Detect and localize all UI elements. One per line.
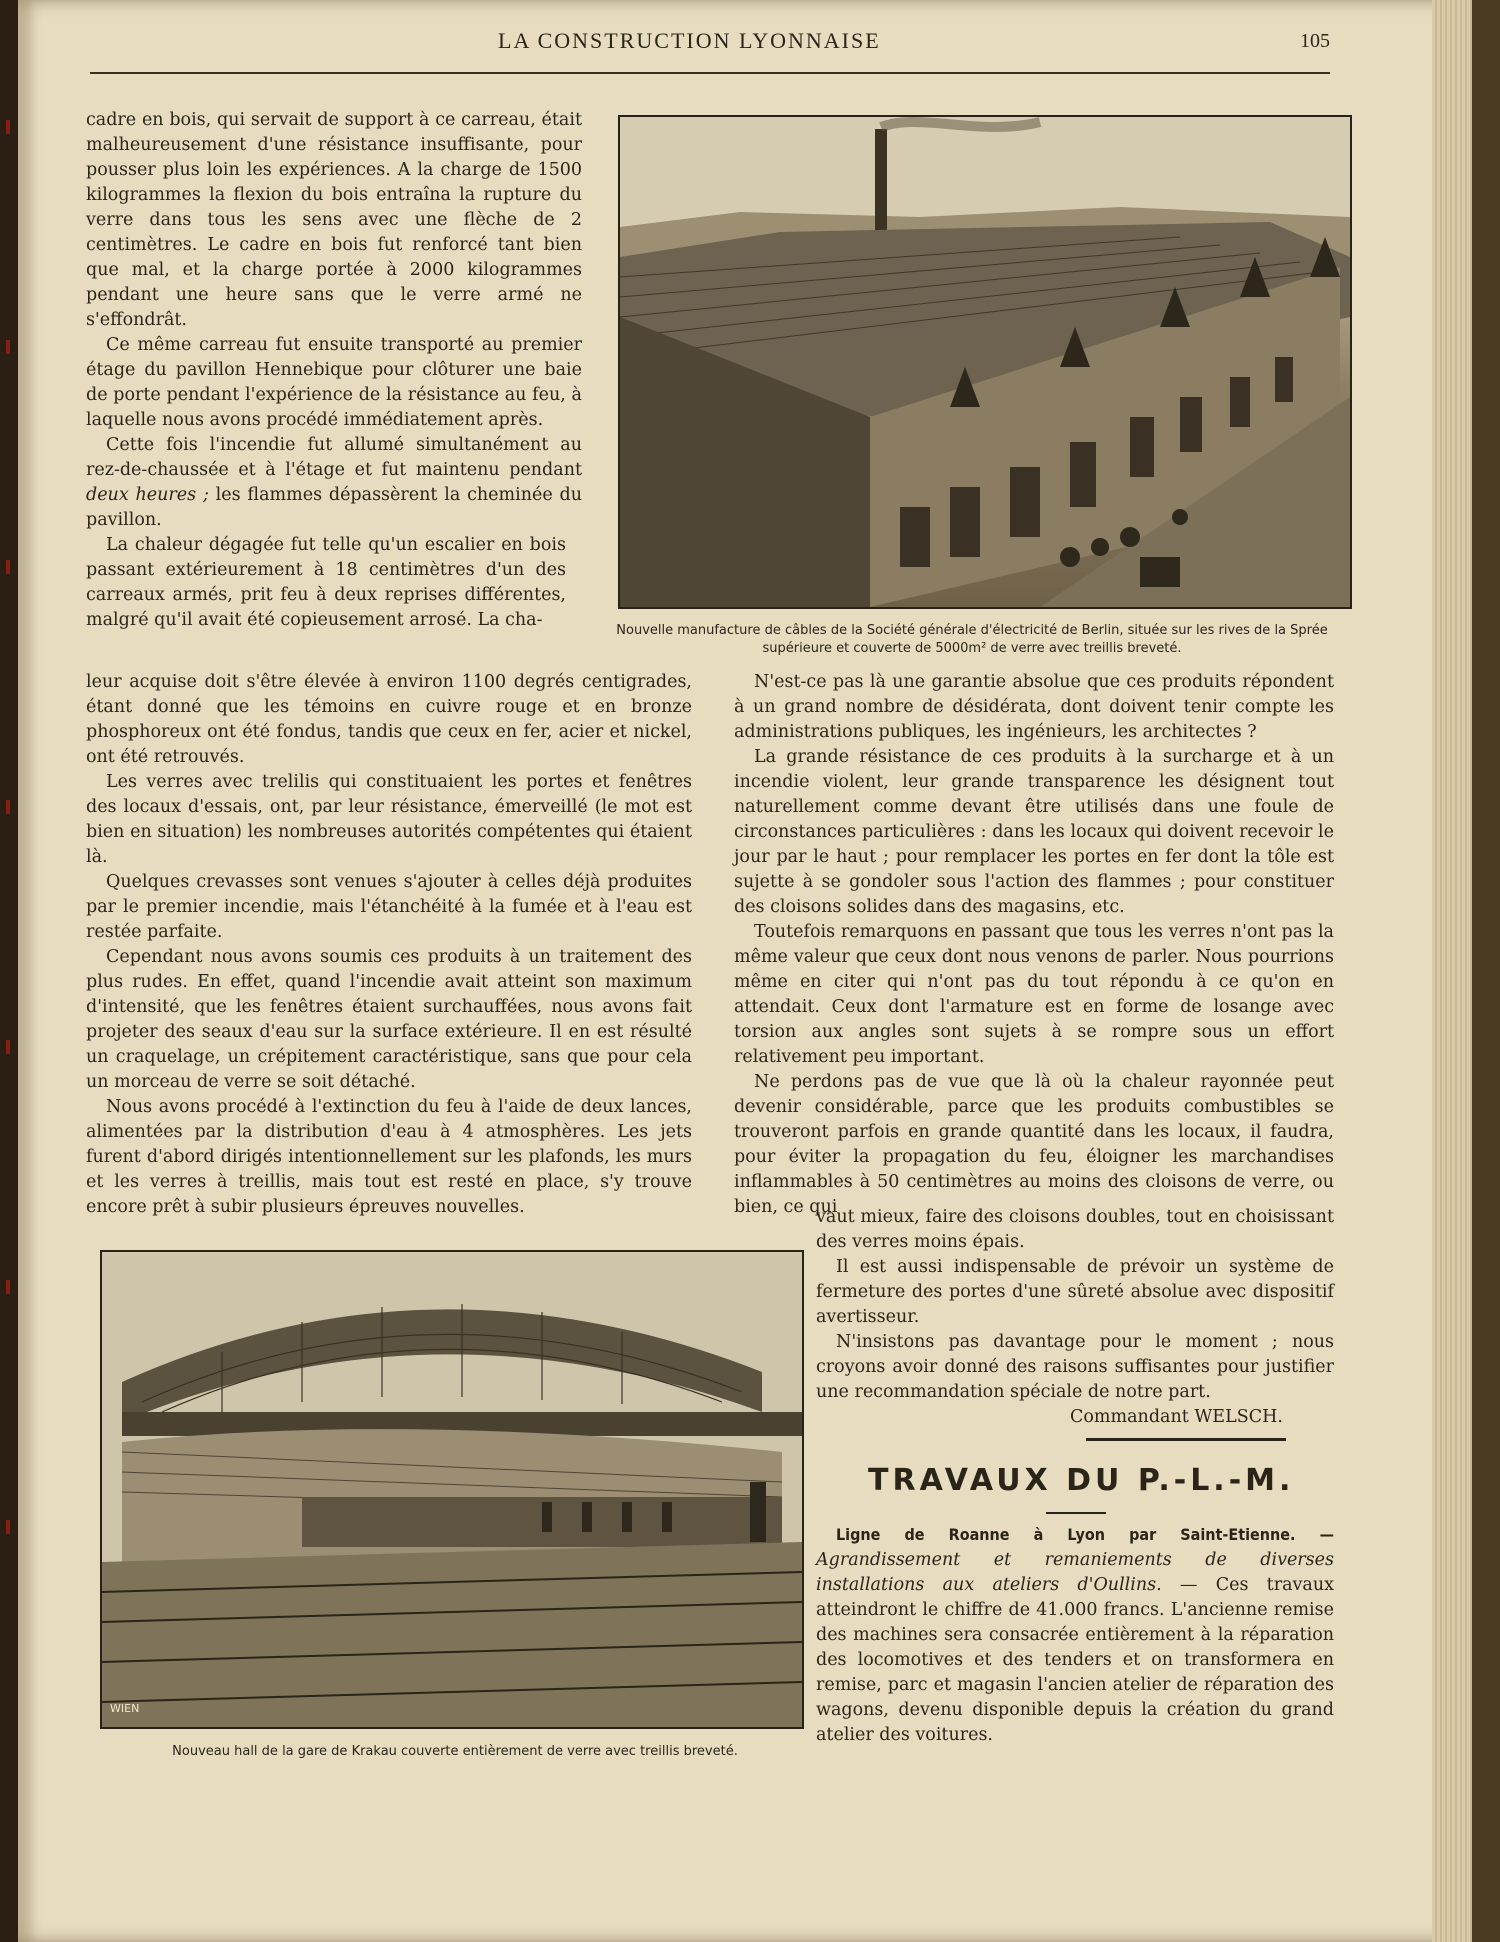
paragraph: leur acquise doit s'être élevée à environ 1100 degrés centigrades, étant donné que les témoins en cuivre rouge et en bronze phosphoreux ont été fondus, tandis que ceux en fer, acier et nickel, ont été retrouvés. bbox=[86, 672, 692, 767]
factory-engraving bbox=[618, 115, 1352, 609]
engraver-mark: WIEN bbox=[110, 1702, 140, 1715]
right-column bbox=[734, 670, 1334, 1220]
station-engraving bbox=[100, 1250, 804, 1729]
section-body bbox=[816, 1522, 1334, 1748]
section-title: TRAVAUX DU P.-L.-M. bbox=[868, 1463, 1295, 1498]
paragraph: Nous avons procédé à l'extinction du feu à l'aide de deux lances, alimentées par la distribution d'eau à 4 atmosphères. Les jets furent d'abord dirigés intentionnellement sur les plafonds, les murs et les verres à treillis, mais tout est resté en place, s'y trouve encore prêt à subir plusieurs épreuves nouvelles. bbox=[86, 1097, 692, 1217]
paragraph: N'insistons pas davantage pour le moment ; nous croyons avoir donné des raisons suffisantes pour justifier une recommandation spéciale de notre part. bbox=[816, 1332, 1334, 1402]
paragraph: La chaleur dégagée fut telle qu'un escalier en bois passant extérieurement à 18 centimètres d'un des carreaux armés, prit feu à deux reprises différentes, malgré qu'il avait été copieusement arrosé. La cha- bbox=[86, 535, 566, 630]
left-column-top bbox=[86, 108, 582, 633]
page-stack-edge bbox=[1432, 0, 1472, 1942]
book-binding bbox=[0, 0, 18, 1942]
document-page bbox=[18, 0, 1472, 1942]
paragraph bbox=[816, 1522, 1334, 1748]
paragraph: Toutefois remarquons en passant que tous les verres n'ont pas la même valeur que ceux dont nous venons de parler. Nous pourrions même en citer qui n'ont pas du tout répondu à ce qu'on en attendait. Ceux dont l'armature est en forme de losange avec torsion aux angles sont sujets à se rompre sous un effort relativement peu important. bbox=[734, 922, 1334, 1067]
paragraph: Cette fois l'incendie fut allumé simultanément au rez-de-chaussée et à l'étage et fut maintenu pendant deux heures ; les flammes dépassèrent la cheminée du pavillon. bbox=[86, 435, 582, 530]
paragraph: N'est-ce pas là une garantie absolue que ces produits répondent à un grand nombre de désidérata, dont doivent tenir compte les administrations publiques, les ingénieurs, les architectes ? bbox=[734, 672, 1334, 742]
left-column-lower bbox=[86, 670, 692, 1220]
paragraph: Quelques crevasses sont venues s'ajouter à celles déjà produites par le premier incendie, mais l'étanchéité à la fumée et à l'eau est restée parfaite. bbox=[86, 872, 692, 942]
paragraph: vaut mieux, faire des cloisons doubles, tout en choisissant des verres moins épais. bbox=[816, 1207, 1334, 1252]
binding-stitch bbox=[6, 800, 10, 814]
station-illustration bbox=[102, 1252, 802, 1727]
station-caption: Nouveau hall de la gare de Krakau couverte entièrement de verre avec treillis breveté. bbox=[172, 1744, 738, 1759]
section-subject: Agrandissement et remaniements de diverses installations aux ateliers d'Oullins. bbox=[816, 1550, 1334, 1595]
paragraph: La grande résistance de ces produits à la surcharge et à un incendie violent, leur grande transparence les désignent tout naturellement comme devant être utilisés dans une foule de circonstances particulières : dans les locaux qui doivent recevoir le jour par le haut ; pour remplacer les portes en fer dont la tôle est sujette à se gondoler sous l'action des flammes ; pour constituer des cloisons solides dans des magasins, etc. bbox=[734, 747, 1334, 917]
binding-stitch bbox=[6, 1520, 10, 1534]
binding-stitch bbox=[6, 340, 10, 354]
paragraph: Les verres avec trelilis qui constituaient les portes et fenêtres des locaux d'essais, ont, par leur résistance, émerveillé (le mot est bien en situation) les nombreuses autorités compétentes qui étaient là. bbox=[86, 772, 692, 867]
factory-caption: Nouvelle manufacture de câbles de la Société générale d'électricité de Berlin, située sur les rives de la Sprée supérieure et couverte de 5000m² de verre avec treillis breveté. bbox=[616, 623, 1328, 656]
right-column-lower bbox=[816, 1205, 1334, 1405]
page-number: 105 bbox=[1300, 30, 1330, 52]
author-signature: Commandant WELSCH. bbox=[1070, 1407, 1283, 1427]
paragraph: Ne perdons pas de vue que là où la chaleur rayonnée peut devenir considérable, parce que les produits combustibles se trouveront parfois en grande quantité dans les locaux, il faudra, pour éviter la propagation du feu, éloigner les marchandises inflammables à 50 centimètres au moins des cloisons de verre, ou bien, ce qui bbox=[734, 1072, 1334, 1217]
running-title: LA CONSTRUCTION LYONNAISE bbox=[498, 28, 881, 53]
paragraph: Il est aussi indispensable de prévoir un système de fermeture des portes d'une sûreté absolue avec dispositif avertisseur. bbox=[816, 1257, 1334, 1327]
section-lead: Ligne de Roanne à Lyon par Saint-Etienne. — bbox=[836, 1525, 1334, 1544]
binding-stitch bbox=[6, 1040, 10, 1054]
paragraph: cadre en bois, qui servait de support à ce carreau, était malheureusement d'une résistance insuffisante, pour pousser plus loin les expériences. A la charge de 1500 kilogrammes la flexion du bois entraîna la rupture du verre dans tous les sens avec une flèche de 2 centimètres. Le cadre en bois fut renforcé tant bien que mal, et la charge portée à 2000 kilogrammes pendant une heure sans que le verre armé ne s'effondrât. bbox=[86, 110, 582, 330]
paragraph: Ce même carreau fut ensuite transporté au premier étage du pavillon Hennebique pour clôturer une baie de porte pendant l'expérience de la résistance au feu, à laquelle nous avons procédé immédiatement après. bbox=[86, 335, 582, 430]
ornamental-rule bbox=[1086, 1438, 1286, 1441]
header-rule bbox=[90, 72, 1330, 74]
binding-stitch bbox=[6, 1280, 10, 1294]
section-text: — Ces travaux atteindront le chiffre de 41.000 francs. L'ancienne remise des machines sera consacrée entièrement à la réparation des locomotives et des tenders et on transformera en remise, parc et magasin l'ancien atelier de réparation des wagons, devenu disponible depuis la création du grand atelier des voitures. bbox=[816, 1575, 1334, 1745]
factory-illustration bbox=[620, 117, 1350, 607]
emphasis: deux heures ; bbox=[86, 485, 209, 505]
binding-stitch bbox=[6, 120, 10, 134]
paragraph: Cependant nous avons soumis ces produits à un traitement des plus rudes. En effet, quand l'incendie avait atteint son maximum d'intensité, que les fenêtres étaient surchauffées, nous avons fait projeter des seaux d'eau sur la surface extérieure. Il en est résulté un craquelage, un crépitement caractéristique, sans que pour cela un morceau de verre se soit détaché. bbox=[86, 947, 692, 1092]
binding-stitch bbox=[6, 560, 10, 574]
section-rule bbox=[1046, 1512, 1106, 1514]
